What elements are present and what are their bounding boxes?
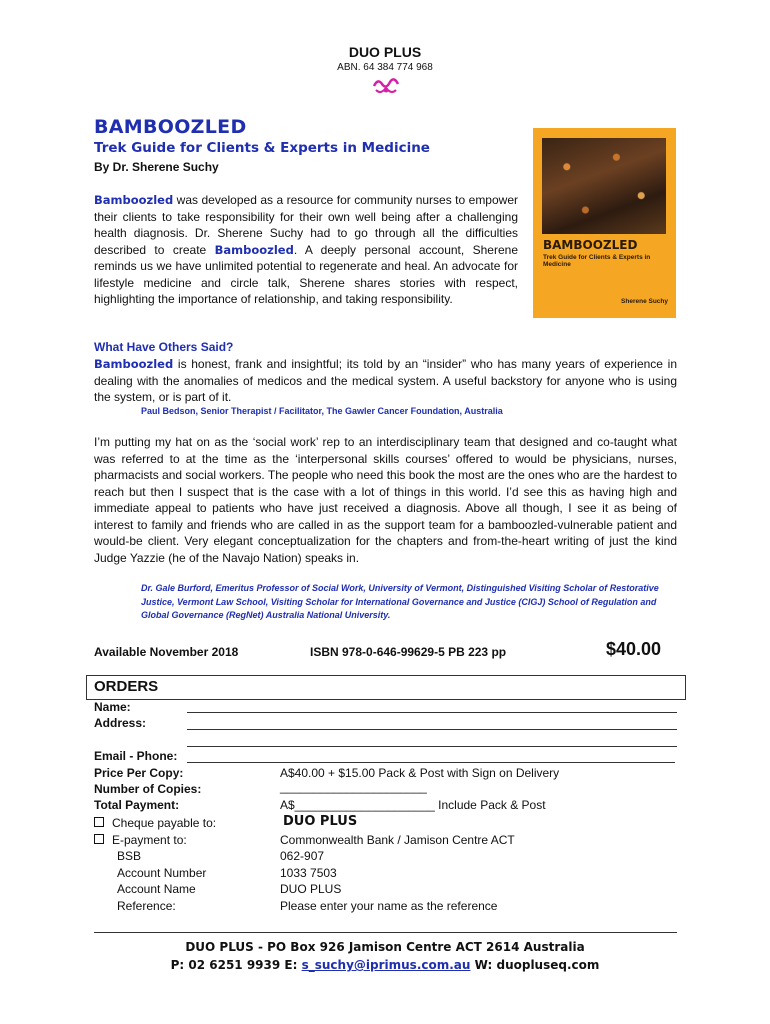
- epayment-option[interactable]: [94, 833, 187, 847]
- book-description: [94, 192, 518, 308]
- name-field[interactable]: [187, 712, 677, 713]
- epayment-label: E-payment to:: [112, 833, 187, 847]
- footer-email-link[interactable]: s_suchy@iprimus.com.au: [301, 958, 471, 972]
- email-phone-field[interactable]: [187, 762, 675, 763]
- price-value: A$40.00 + $15.00 Pack & Post with Sign on Delivery: [280, 766, 560, 780]
- account-name-label: Account Name: [117, 882, 196, 896]
- copies-label: Number of Copies:: [94, 782, 202, 796]
- brand-name-2: Bamboozled: [214, 242, 294, 257]
- bsb-value: 062-907: [280, 849, 325, 863]
- isbn: ISBN 978-0-646-99629-5 PB 223 pp: [310, 645, 507, 659]
- book-title: BAMBOOZLED: [94, 116, 247, 138]
- book-author: By Dr. Sherene Suchy: [94, 160, 219, 174]
- duo-plus-logo: [372, 76, 400, 99]
- checkbox-icon[interactable]: [94, 834, 104, 844]
- cheque-option[interactable]: [94, 816, 216, 830]
- footer-address: DUO PLUS - PO Box 926 Jamison Centre ACT 2614 Australia: [185, 940, 585, 954]
- name-label: Name:: [94, 700, 131, 714]
- brand-name: Bamboozled: [94, 357, 174, 371]
- review-1: [94, 356, 677, 406]
- cheque-label: Cheque payable to:: [112, 816, 217, 830]
- footer-divider: [94, 932, 677, 933]
- review-2-text: I’m putting my hat on as the ‘social work’ rep to an interdisciplinary team that designed and co-taught what was referred to at the time as the ‘interpersonal skills courses’ offered to would be physicians, nurses, pharmacists and social workers. The people who need this book the most are the ones who are the hardest to reach but then I suspect that is the case with a lot of things in this world. I’d see this as having high and immediate appeal to patients who have just received a diagnosis. Above all though, I see it as being of interest to family and friends who are called in as the support team for a bamboozled-vulnerable patient and would-be client. Very elegant conceptualization for the chapters and from-the-heart writing of just the kind Judge Yazzie (he of the Navajo Nation) speaks in.: [94, 435, 677, 565]
- availability-date: Available November 2018: [94, 645, 239, 659]
- cover-photo: [542, 138, 666, 234]
- total-field[interactable]: A$_____________________ Include Pack & Post: [280, 798, 546, 812]
- address-field-2[interactable]: [187, 746, 677, 747]
- description-text-1: was developed as a resource for community nurses to empower their clients to take responsibility for their own well being after a challenging health diagnosis. Dr. Sherene Suchy had to go through all the difficulties described to create: [94, 193, 518, 257]
- review-1-text: is honest, frank and insightful; its told by an “insider” who has many years of experience in dealing with the anomalies of medicos and the medical system. A useful backstory for anyone who is using the system, or is part of it.: [94, 357, 677, 404]
- reference-label: Reference:: [117, 899, 176, 913]
- brand-name: Bamboozled: [94, 193, 174, 207]
- book-price: $40.00: [606, 639, 662, 659]
- account-name-value: DUO PLUS: [280, 882, 342, 896]
- copies-field[interactable]: ______________________: [280, 780, 427, 794]
- review-1-attribution: Paul Bedson, Senior Therapist / Facilitator, The Gawler Cancer Foundation, Australia: [141, 406, 503, 416]
- description-text-2: . A deeply personal account, Sherene reminds us we have unlimited potential to regenerate and heal. An advocate for lifestyle medicine and circle talk, Sherene shares stories with respect, highlighting the importance of relationship, and taking responsibility.: [94, 242, 518, 306]
- cover-title: BAMBOOZLED: [543, 238, 638, 252]
- footer-phone: P: 02 6251 9939 E:: [170, 958, 302, 972]
- epayment-bank: Commonwealth Bank / Jamison Centre ACT: [280, 833, 515, 847]
- price-label: Price Per Copy:: [94, 766, 184, 780]
- orders-header-box: [86, 675, 686, 700]
- checkbox-icon[interactable]: [94, 817, 104, 827]
- total-label: Total Payment:: [94, 798, 180, 812]
- book-cover-image: [533, 128, 676, 318]
- footer-web: W: duopluseq.com: [470, 958, 600, 972]
- address-label: Address:: [94, 716, 147, 730]
- email-phone-label: Email - Phone:: [94, 749, 178, 763]
- reference-value: Please enter your name as the reference: [280, 899, 498, 913]
- abn-number: ABN. 64 384 774 968: [337, 62, 433, 73]
- address-field-1[interactable]: [187, 729, 677, 730]
- cheque-payee: DUO PLUS: [283, 814, 358, 829]
- book-subtitle: Trek Guide for Clients & Experts in Medicine: [94, 140, 430, 156]
- footer-contact: [0, 958, 770, 972]
- account-number-value: 1033 7503: [280, 866, 337, 880]
- cover-subtitle: Trek Guide for Clients & Experts in Medicine: [543, 254, 651, 268]
- bsb-label: BSB: [117, 849, 142, 863]
- reviews-heading: What Have Others Said?: [94, 340, 234, 354]
- cover-author: Sherene Suchy: [621, 298, 668, 305]
- org-name: DUO PLUS: [348, 44, 422, 60]
- account-number-label: Account Number: [117, 866, 207, 880]
- orders-title: ORDERS: [94, 678, 159, 695]
- review-2-attribution: Dr. Gale Burford, Emeritus Professor of Social Work, University of Vermont, Distinguished Visiting Scholar of Restorative Justice, Vermont Law School, Visiting Scholar for International Governance and Justice (CIGJ) School of Regulation and Global Governance (RegNet) Australia National University.: [141, 583, 659, 620]
